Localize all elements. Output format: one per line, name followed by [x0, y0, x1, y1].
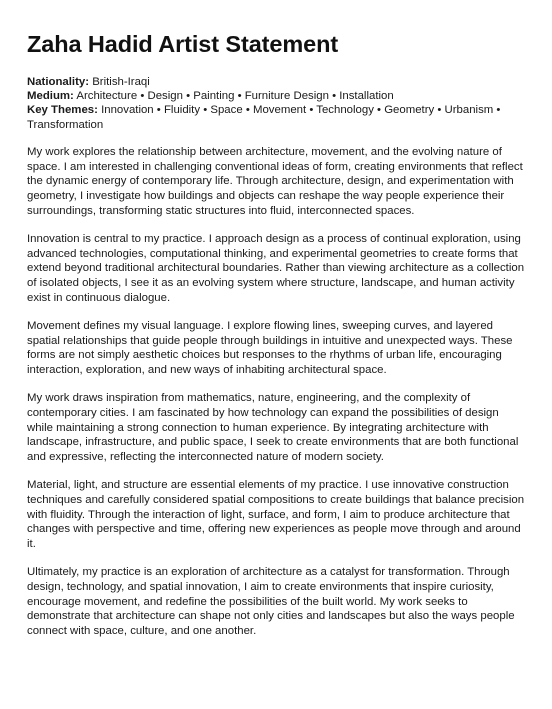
statement-body: [27, 145, 526, 639]
key-themes-label: Key Themes:: [27, 104, 98, 117]
medium-value: Architecture • Design • Painting • Furniture Design • Installation: [76, 90, 394, 103]
paragraph-2: Innovation is central to my practice. I approach design as a process of continual exploration, using advanced technologies, computational thinking, and experimental geometries to create forms that extend beyond traditional architectural boundaries. Rather than viewing architecture as a collection of isolated objects, I see it as an evolving system where structure, landscape, and human activity exist in continuous dialogue.: [27, 232, 525, 304]
paragraph-1: My work explores the relationship between architecture, movement, and the evolving nature of space. I am interested in challenging conventional ideas of form, creating environments that reflect the dynamic energy of contemporary life. Through architecture, design, and experimentation with geometry, I investigate how buildings and objects can reshape the way people experience their surroundings, transforming static structures into fluid, interconnected spaces.: [27, 145, 523, 217]
key-themes-value: Innovation • Fluidity • Space • Movement • Technology • Geometry • Urbanism • Transformation: [27, 104, 501, 131]
nationality-label: Nationality:: [27, 76, 90, 88]
paragraph-4: My work draws inspiration from mathematics, nature, engineering, and the complexity of contemporary cities. I am fascinated by how technology can expand the possibilities of design while maintaining a strong connection to human experience. By integrating architecture with landscape, infrastructure, and public space, I seek to create environments that are both functional and expressive, reflecting the interconnected nature of modern society.: [27, 391, 519, 464]
key-themes-row: [27, 103, 526, 131]
paragraph-5: Material, light, and structure are essential elements of my practice. I use innovative construction techniques and carefully considered spatial compositions to create buildings that balance precision with fluidity. Through the interaction of light, surface, and form, I aim to produce architecture that changes with perspective and time, offering new experiences as people move through and around it.: [27, 478, 525, 551]
nationality-row: [27, 75, 526, 89]
artist-metadata: [27, 75, 526, 132]
nationality-value: British-Iraqi: [92, 76, 150, 88]
page-title: Zaha Hadid Artist Statement: [27, 31, 339, 57]
medium-row: [27, 89, 526, 103]
paragraph-3: Movement defines my visual language. I explore flowing lines, sweeping curves, and layered spatial relationships that guide people through buildings in intuitive and unexpected ways. These forms are not simply aesthetic choices but responses to the rhythms of urban life, encouraging interaction, exploration, and new ways of inhabiting architectural space.: [27, 319, 513, 377]
medium-label: Medium:: [27, 90, 74, 103]
paragraph-6: Ultimately, my practice is an exploration of architecture as a catalyst for transformation. Through design, technology, and spatial innovation, I aim to create environments that inspire curiosity, encourage movement, and redefine the possibilities of the built world. My work seeks to demonstrate that architecture can shape not only cities and landscapes but also the ways people connect with space, culture, and one another.: [27, 565, 515, 638]
